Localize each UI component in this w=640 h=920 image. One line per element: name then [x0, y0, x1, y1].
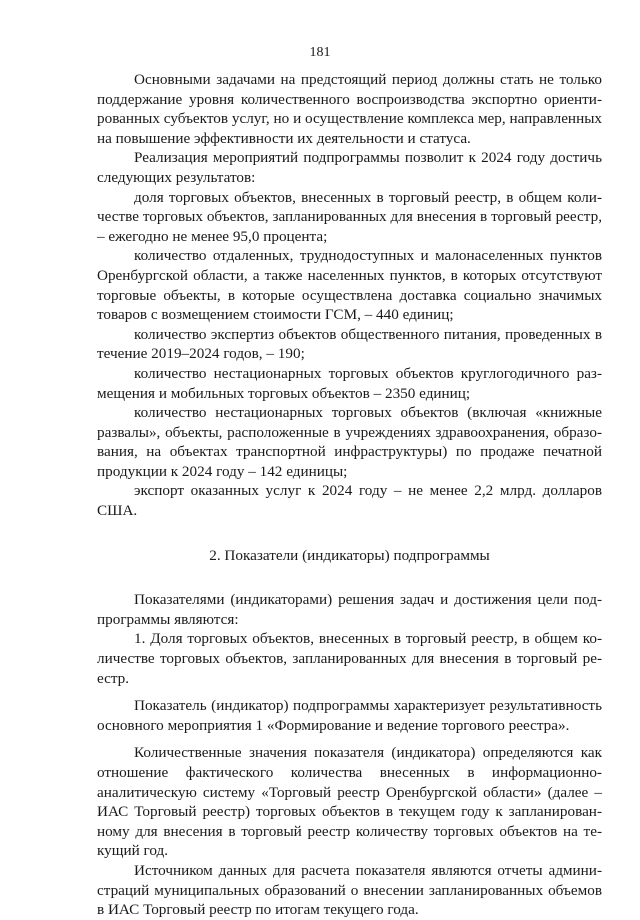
- paragraph-data-source: Источником данных для расчета показателя являются отчеты администраций муниципальных образований о внесении запланированных объемов в ИАС Торговый реестр по итогам текущего года.: [97, 861, 602, 919]
- paragraph-indicator-calculation: Количественные значения показателя (индикатора) определяются как отношение фактического количества внесенных в информационно-аналитическую систему «Торговый реестр Оренбургской области» (далее – ИАС Торговый реестр) торговых объектов в текущем году к запланированному для внесения в торговый реестр количеству торговых объектов на текущий год.: [97, 744, 602, 860]
- paragraph-tasks: Основными задачами на предстоящий период должны стать не только поддержание уровня количественного воспроизводства экспортно ориентированных субъектов услуг, но и осуществление комплекса мер, направленных на повышение эффективности их деятельности и статуса.: [97, 71, 602, 147]
- result-item-catering-expertise: количество экспертиз объектов общественного питания, проведенных в течение 2019–2024 годов, – 190;: [97, 325, 602, 363]
- result-item-registry-share: доля торговых объектов, внесенных в торговый реестр, в общем количестве торговых объектов, запланированных для внесения в торговый реестр, – ежегодно не менее 95,0 процента;: [97, 188, 602, 245]
- page-number: 181: [309, 45, 331, 60]
- paragraph-results-intro: Реализация мероприятий подпрограммы позволит к 2024 году достичь следующих результатов:: [97, 149, 602, 186]
- document-body: [97, 70, 602, 920]
- paragraph-indicators-intro: Показателями (индикаторами) решения задач и достижения цели подпрограммы являются:: [97, 591, 602, 628]
- indicator-item-1: 1. Доля торговых объектов, внесенных в торговый реестр, в общем количестве торговых объектов, запланированных для внесения в торговый реестр.: [97, 630, 602, 687]
- paragraph-indicator-description: Показатель (индикатор) подпрограммы характеризует результативность основного мероприятия 1 «Формирование и ведение торгового реестра».: [97, 697, 602, 734]
- section-heading: 2. Показатели (индикаторы) подпрограммы: [209, 546, 490, 564]
- result-item-printed-products: количество нестационарных торговых объектов (включая «книжные развалы», объекты, расположенные в учреждениях здравоохранения, образования, на объектах транспортной инфраструктуры) по продаже печатной продукции к 2024 году – 142 единицы;: [97, 404, 602, 480]
- result-item-nonstationary-objects: количество нестационарных торговых объектов круглогодичного размещения и мобильных торговых объектов – 2350 единиц;: [97, 364, 602, 402]
- result-item-remote-settlements: количество отдаленных, труднодоступных и малонаселенных пунктов Оренбургской области, а также населенных пунктов, в которых отсутствуют торговые объекты, в которые осуществлена доставка социально значимых товаров с возмещением стоимости ГСМ, – 440 единиц;: [97, 247, 602, 324]
- result-item-services-export: экспорт оказанных услуг к 2024 году – не менее 2,2 млрд. долларов США.: [97, 482, 602, 520]
